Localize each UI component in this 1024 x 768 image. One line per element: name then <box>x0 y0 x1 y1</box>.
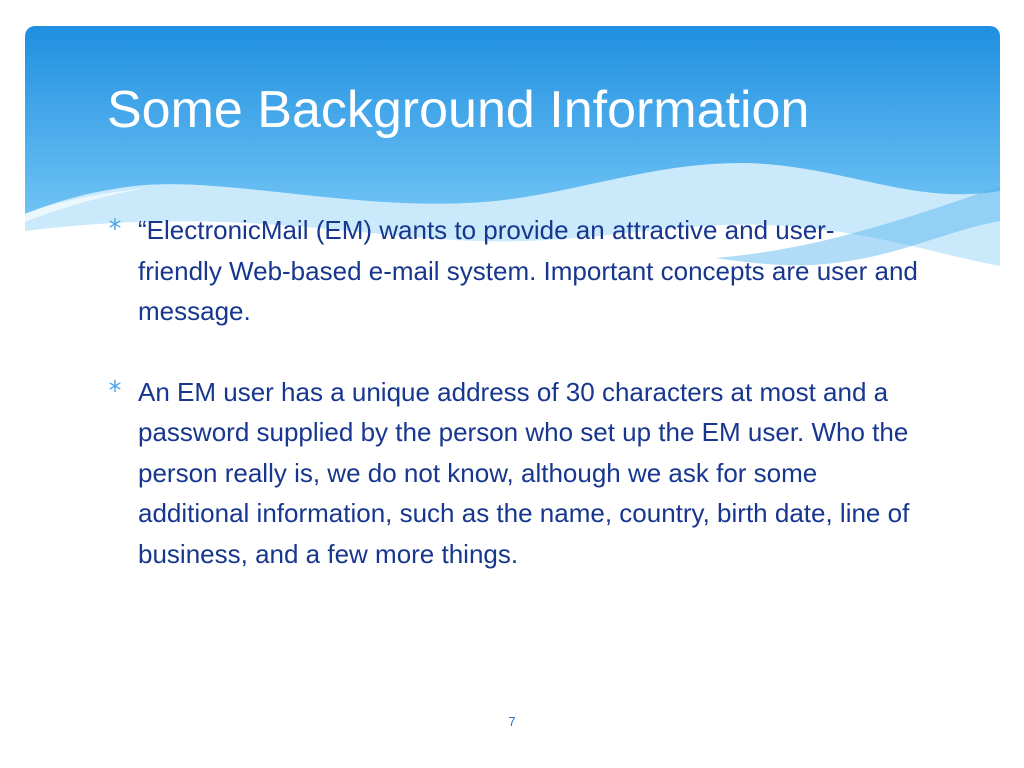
slide-title: Some Background Information <box>107 81 810 139</box>
bullet-text: An EM user has a unique address of 30 characters at most and a password supplied by the person who set up the EM user. Who the person really is, we do not know, although we ask for some additional information, such as the name, country, birth date, line of business, and a few more things. <box>138 376 910 569</box>
bullet-text: “ElectronicMail (EM) wants to provide an attractive and user- friendly Web-based e-mail system. Important concepts are user and message. <box>138 215 918 326</box>
asterisk-bullet-icon <box>108 217 122 231</box>
bullet-list <box>104 210 924 614</box>
bullet-item <box>104 372 924 575</box>
asterisk-bullet-icon <box>108 379 122 393</box>
bullet-item <box>104 210 924 332</box>
page-number: 7 <box>508 714 516 729</box>
